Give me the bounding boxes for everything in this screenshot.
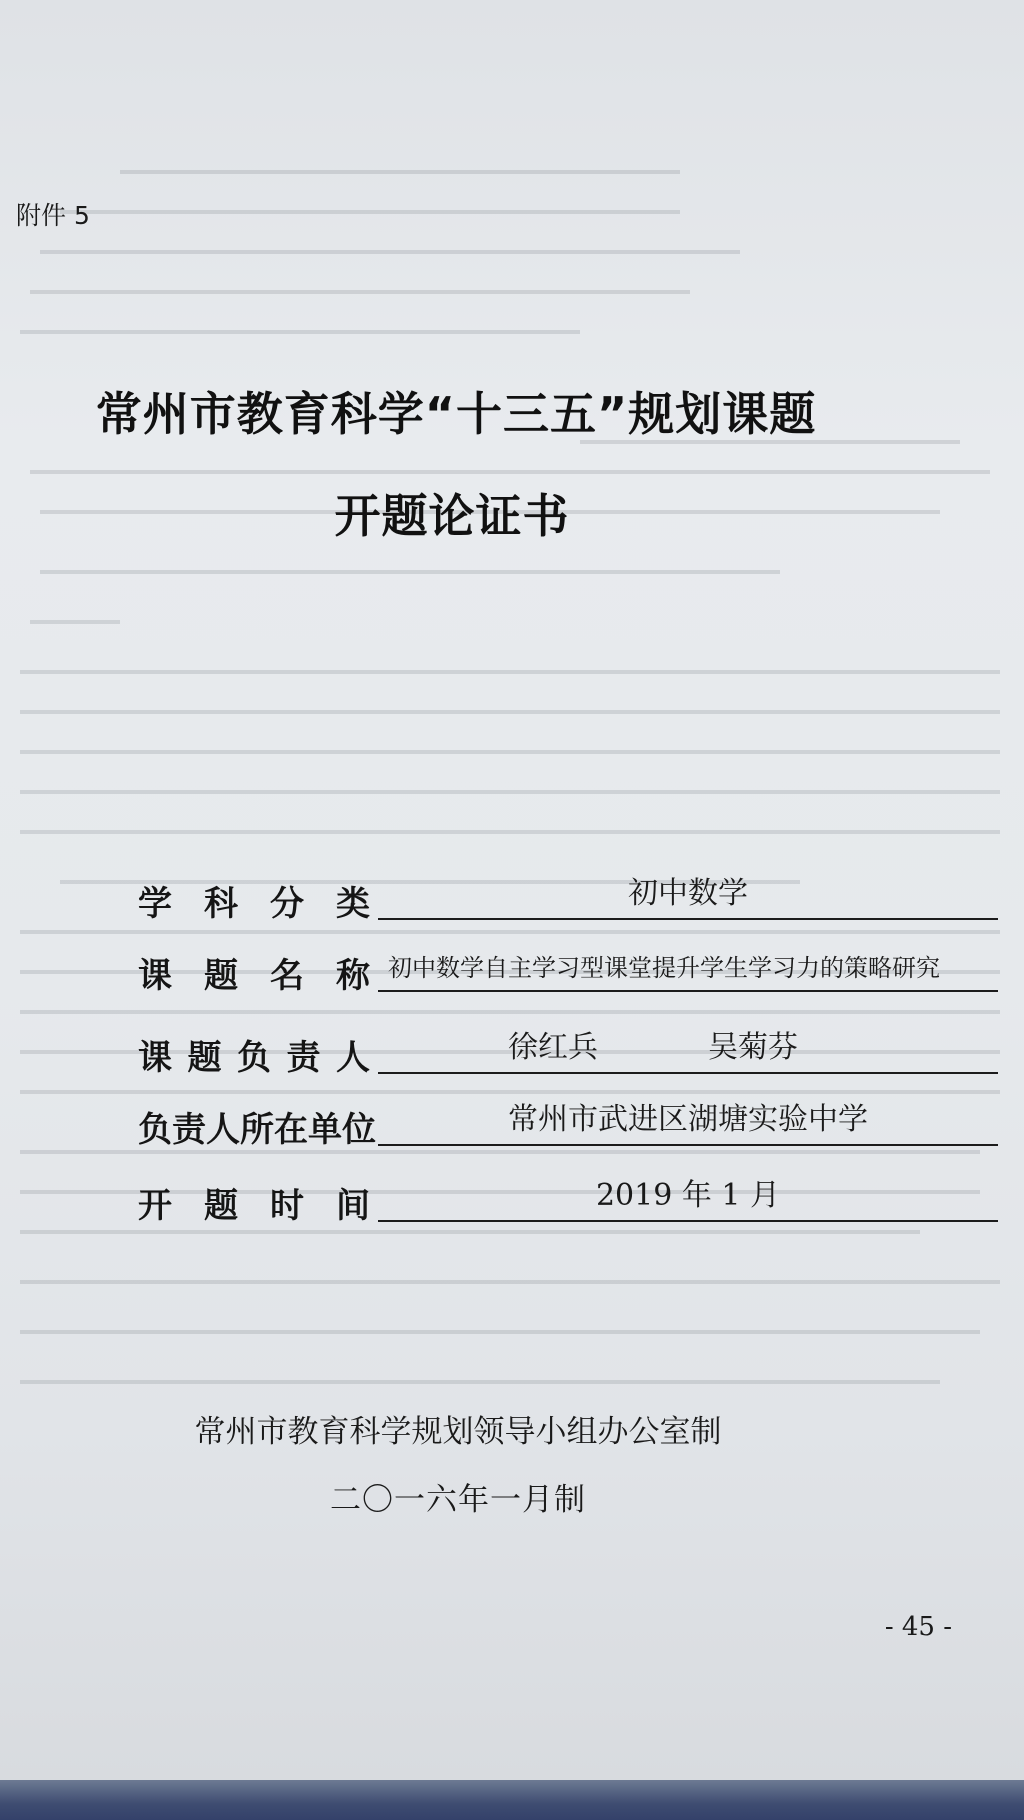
issuer: 常州市教育科学规划领导小组办公室制 bbox=[194, 1414, 722, 1450]
desk-surface bbox=[0, 1780, 1024, 1820]
field-subject-category bbox=[138, 870, 998, 926]
show-through-text-background bbox=[0, 170, 1024, 1430]
field-project-leader bbox=[138, 1024, 998, 1080]
field-value: 初中数学自主学习型课堂提升学生学习力的策略研究 bbox=[378, 942, 998, 992]
page-number: - 45 - bbox=[884, 1612, 952, 1642]
field-project-name bbox=[138, 942, 998, 998]
leader-name: 吴菊芬 bbox=[708, 1030, 798, 1065]
document-subtitle: 开题论证书 bbox=[334, 489, 570, 543]
field-label: 开 题 时 间 bbox=[138, 1186, 370, 1226]
field-value: 常州市武进区湖塘实验中学 bbox=[378, 1096, 998, 1146]
attachment-label: 附件 5 bbox=[16, 201, 90, 230]
document-title: 常州市教育科学“十三五”规划课题 bbox=[95, 387, 817, 441]
field-value bbox=[378, 1024, 998, 1074]
field-label: 负责人所在单位 bbox=[138, 1110, 376, 1150]
field-opening-date bbox=[138, 1172, 998, 1228]
field-value: 初中数学 bbox=[378, 870, 998, 920]
issue-date: 二〇一六年一月制 bbox=[330, 1482, 586, 1518]
field-leader-unit bbox=[138, 1096, 998, 1152]
field-value: 2019 年 1 月 bbox=[378, 1172, 998, 1222]
field-label: 学 科 分 类 bbox=[138, 884, 370, 924]
leader-name: 徐红兵 bbox=[508, 1030, 598, 1065]
field-label: 课 题 名 称 bbox=[138, 956, 370, 996]
field-label: 课题负责人 bbox=[138, 1038, 370, 1078]
